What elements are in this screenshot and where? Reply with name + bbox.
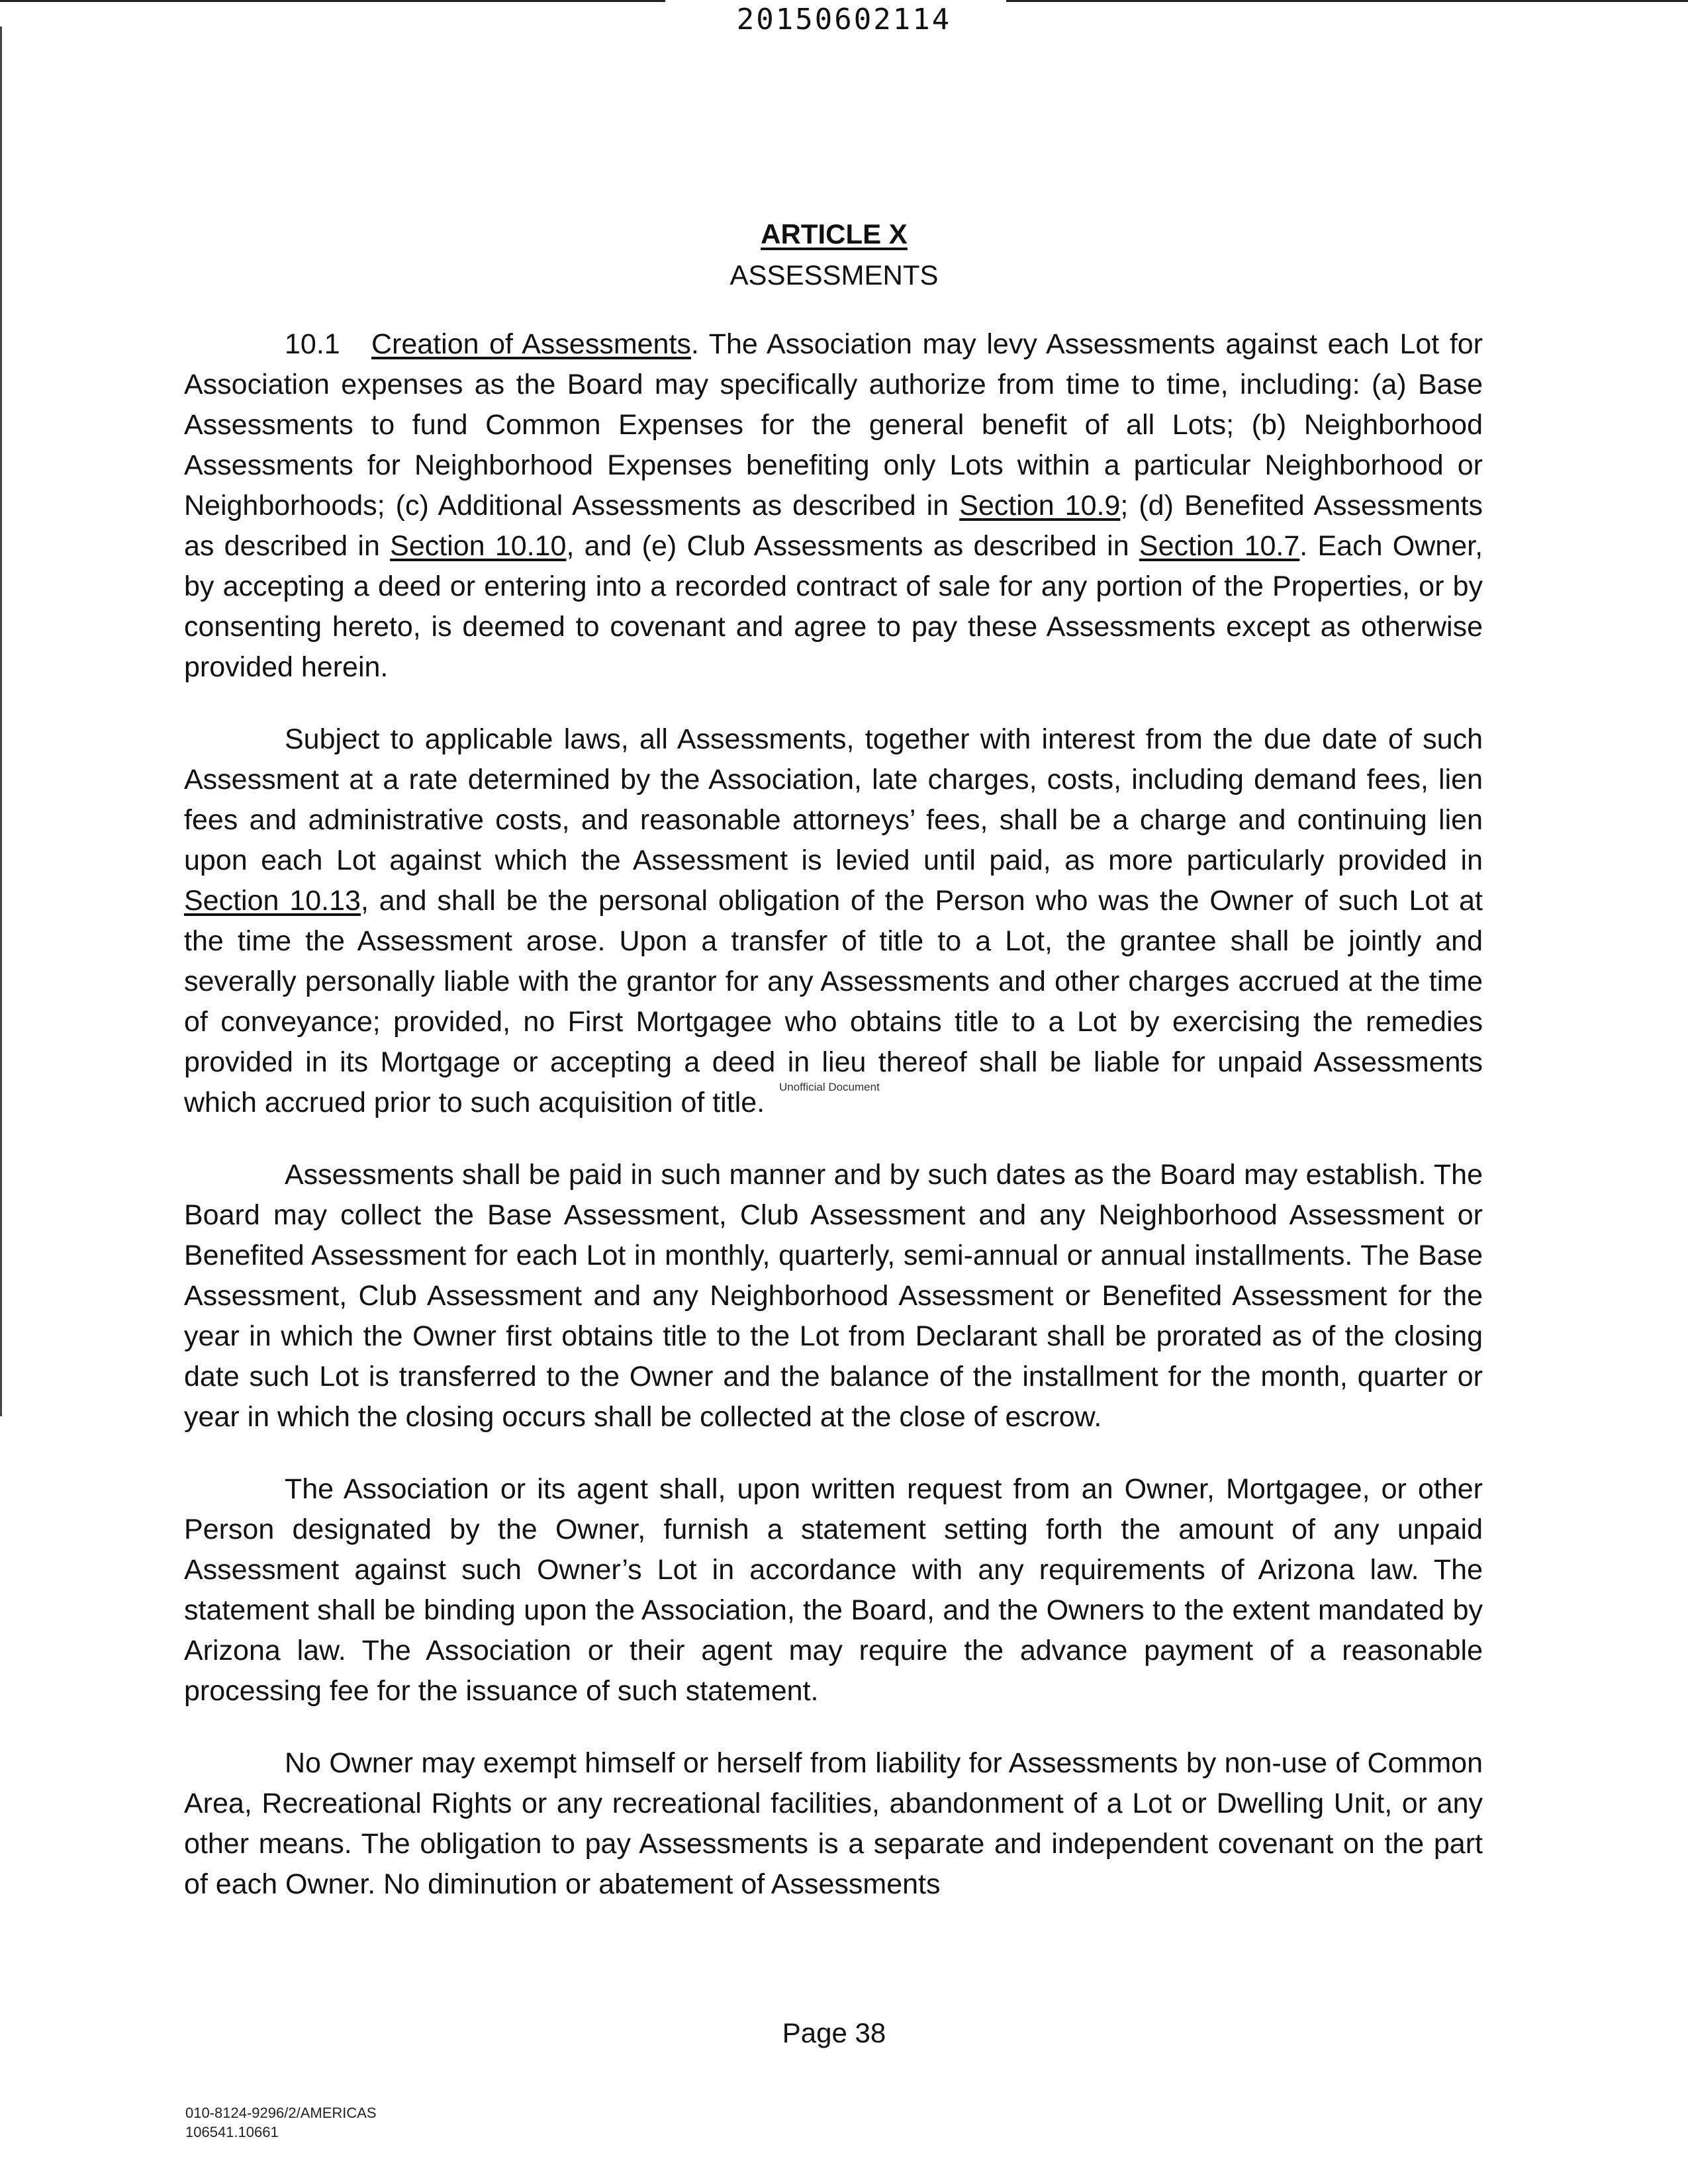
top-rule-left: [0, 0, 665, 2]
paragraph-text: Subject to applicable laws, all Assessments, together with interest from the due date of such Assessment at a rate determined by the Association, late charges, costs, including demand fees, lien fees and administrative costs, and reasonable attorneys’ fees, shall be a charge and continuing lien upon each Lot against which the Assessment is levied until paid, as more particularly provided in: [184, 723, 1483, 876]
section-text: , and (e) Club Assessments as described in: [566, 530, 1139, 562]
top-rule-right: [1006, 0, 1688, 2]
section-text: . Each Owner, by accepting a deed or entering into a recorded contract of sale for any portion of the Properties, or by consenting hereto, is deemed to covenant and agree to pay these Assessments except as otherwise provided herein.: [184, 530, 1483, 683]
recording-number: 20150602114: [736, 3, 952, 36]
footer-matter-number: 106541.10661: [185, 2124, 279, 2140]
document-footer: [185, 2103, 377, 2142]
section-title: Creation of Assessments: [371, 328, 691, 360]
section-reference: Section 10.7: [1139, 530, 1300, 562]
section-reference: Section 10.9: [959, 490, 1121, 522]
section-reference: Section 10.10: [390, 530, 567, 562]
section-text: . The Association may levy Assessments against each Lot for Association expenses as the Board may specifically authorize from time to time, including: (a) Base Assessments to fund Common Expenses for the general benefit of all Lots; (b) Neighborhood Assessments for Neighborhood Expenses benefiting only Lots within a particular Neighborhood or Neighborhoods; (c) Additional Assessments as described in: [184, 328, 1483, 522]
section-10-1-paragraph: [184, 324, 1483, 688]
statement-paragraph: The Association or its agent shall, upon written request from an Owner, Mortgagee, or other Person designated by the Owner, furnish a statement setting forth the amount of any unpaid Assessment against such Owner’s Lot in accordance with any requirements of Arizona law. The statement shall be binding upon the Association, the Board, and the Owners to the extent mandated by Arizona law. The Association or their agent may require the advance payment of a reasonable processing fee for the issuance of such statement.: [184, 1473, 1483, 1707]
section-text: ; (d) Benefited Assessments as described in: [184, 490, 1483, 562]
document-body: [184, 324, 1483, 1936]
paragraph-text: , and shall be the personal obligation of the Person who was the Owner of such Lot at the time the Assessment arose. Upon a transfer of title to a Lot, the grantee shall be jointly and severally personally liable with the grantor for any Assessments and other charges accrued at the time of conveyance; provided, no First Mortgagee who obtains title to a Lot by exercising the remedies provided in its Mortgage or accepting a deed in lieu thereof shall be liable for unpaid Assessments which accrued prior to such acquisition of title.: [184, 885, 1483, 1118]
article-heading: ARTICLE X: [761, 218, 908, 250]
payment-paragraph: Assessments shall be paid in such manner and by such dates as the Board may establish. The Board may collect the Base Assessment, Club Assessment and any Neighborhood Assessment or Benefited Assessment for each Lot in monthly, quarterly, semi-annual or annual installments. The Base Assessment, Club Assessment and any Neighborhood Assessment or Benefited Assessment for the year in which the Owner first obtains title to the Lot from Declarant shall be prorated as of the closing date such Lot is transferred to the Owner and the balance of the installment for the month, quarter or year in which the closing occurs shall be collected at the close of escrow.: [184, 1159, 1483, 1433]
exemption-paragraph: No Owner may exempt himself or herself from liability for Assessments by non-use of Common Area, Recreational Rights or any recreational facilities, abandonment of a Lot or Dwelling Unit, or any other means. The obligation to pay Assessments is a separate and independent covenant on the part of each Owner. No diminution or abatement of Assessments: [184, 1747, 1483, 1900]
unofficial-document-watermark: Unofficial Document: [779, 1081, 880, 1093]
section-reference: Section 10.13: [184, 885, 361, 917]
footer-document-id: 010-8124-9296/2/AMERICAS: [185, 2105, 377, 2121]
lien-paragraph: [184, 719, 1483, 1123]
page-number: Page 38: [782, 2017, 886, 2048]
section-number: 10.1: [285, 328, 340, 360]
article-subheading: ASSESSMENTS: [729, 259, 939, 291]
